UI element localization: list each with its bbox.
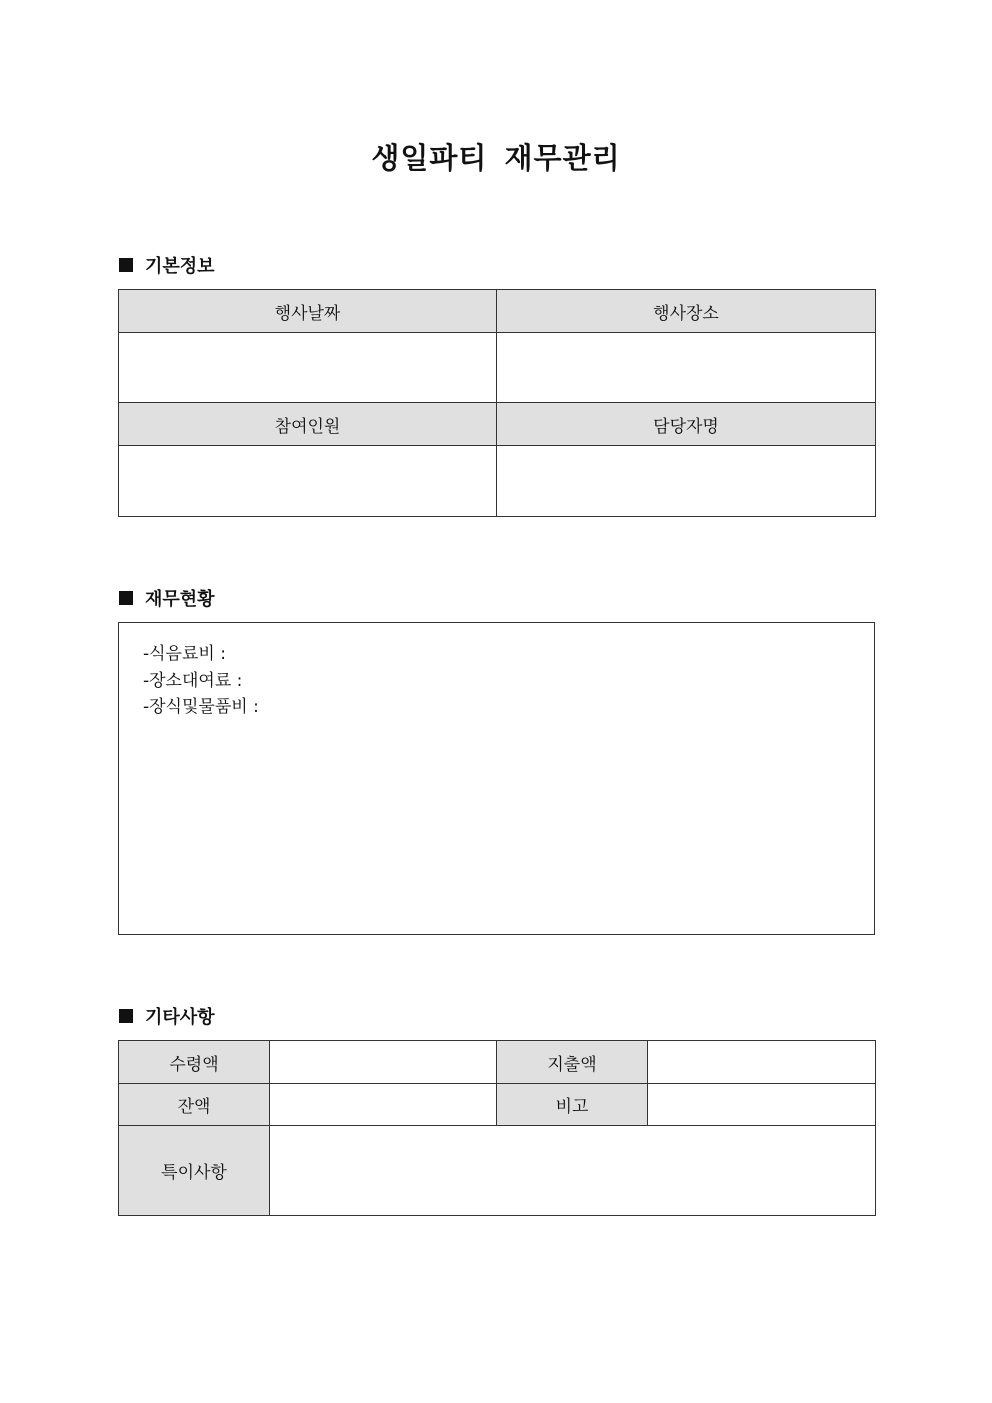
section-heading-other	[119, 1004, 215, 1028]
event-date-value[interactable]	[119, 333, 497, 403]
expense-amount-value[interactable]	[648, 1041, 876, 1084]
other-info-table	[118, 1040, 876, 1216]
received-amount-label: 수령액	[119, 1041, 270, 1084]
received-amount-value[interactable]	[270, 1041, 497, 1084]
manager-name-label: 담당자명	[497, 403, 876, 446]
section-heading-label: 재무현황	[145, 589, 215, 610]
section-heading-finance	[119, 586, 215, 610]
list-item: -장소대여료 :	[143, 670, 243, 691]
event-venue-value[interactable]	[497, 333, 876, 403]
black-square-icon	[119, 258, 133, 272]
attendees-value[interactable]	[119, 446, 497, 517]
page-title: 생일파티 재무관리	[371, 141, 621, 175]
black-square-icon	[119, 591, 133, 605]
finance-item-list	[119, 623, 874, 721]
section-heading-label: 기본정보	[145, 256, 215, 277]
event-date-label: 행사날짜	[119, 290, 497, 333]
list-item: -식음료비 :	[143, 644, 226, 664]
black-square-icon	[119, 1009, 133, 1023]
attendees-label: 참여인원	[119, 403, 497, 446]
special-notes-label: 특이사항	[119, 1126, 270, 1216]
balance-value[interactable]	[270, 1084, 497, 1126]
section-heading-basic-info	[119, 253, 215, 277]
special-notes-value[interactable]	[270, 1126, 876, 1216]
manager-name-value[interactable]	[497, 446, 876, 517]
remarks-value[interactable]	[648, 1084, 876, 1126]
basic-info-table	[118, 289, 876, 517]
remarks-label: 비고	[497, 1084, 648, 1126]
list-item: -장식및물품비 :	[143, 697, 259, 717]
finance-status-box[interactable]	[118, 622, 875, 935]
expense-amount-label: 지출액	[497, 1041, 648, 1084]
balance-label: 잔액	[119, 1084, 270, 1126]
event-venue-label: 행사장소	[497, 290, 876, 333]
section-heading-label: 기타사항	[145, 1007, 215, 1028]
